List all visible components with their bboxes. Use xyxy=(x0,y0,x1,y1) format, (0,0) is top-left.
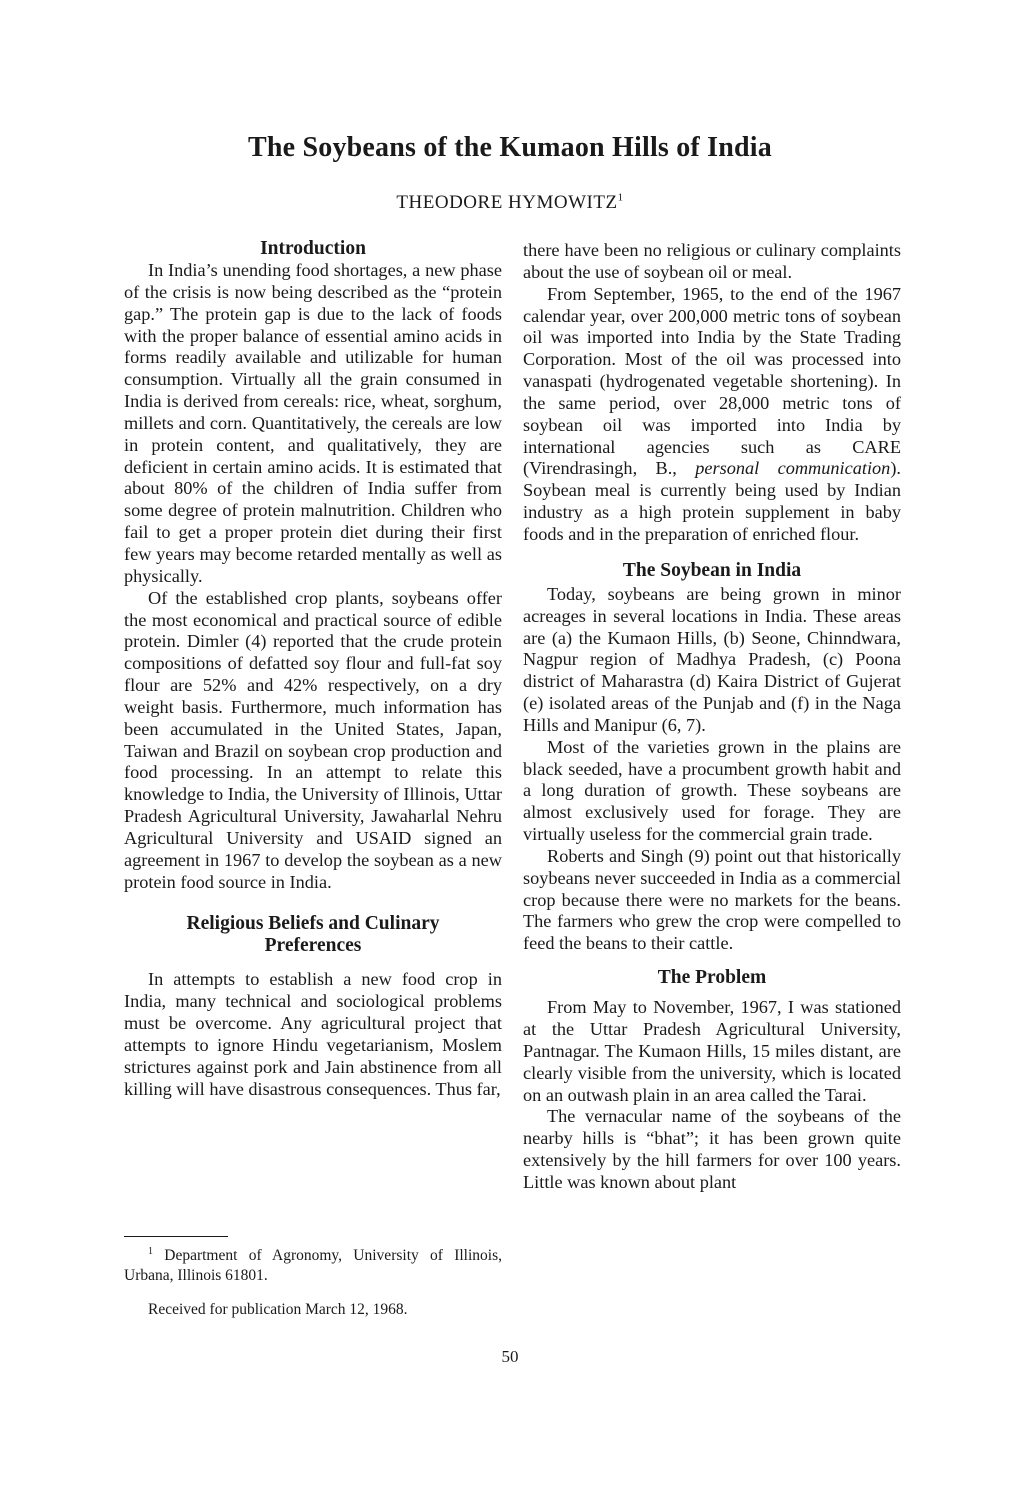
personal-communication-citation: personal communication xyxy=(695,458,891,479)
soybean-india-paragraph-2: Most of the varieties grown in the plains are black seeded, have a procumbent growth habit and a long duration of growth. These soybeans are almost exclusively used for forage. They are virtually useless for the commercial grain trade. xyxy=(523,736,901,845)
problem-paragraph-2: The vernacular name of the soybeans of the nearby hills is “bhat”; it has been grown quite extensively by the hill farmers for over 100 years. Little was known about plant xyxy=(523,1106,901,1192)
author-name-text: THEODORE HYMOWITZ xyxy=(396,192,618,213)
religious-heading-line-1: Religious Beliefs and Culinary xyxy=(186,913,440,935)
problem-paragraph-1: From May to November, 1967, I was stationed at the Uttar Pradesh Agricultural University, Pantnagar. The Kumaon Hills, 15 miles distant, are clearly visible from the university, which is located on an outwash plain in an area called the Tarai. xyxy=(523,997,901,1105)
footnote-divider xyxy=(124,1236,228,1237)
import-paragraph-text-b: ). Soybean meal is currently being used by Indian industry as a high protein supplement in baby foods and in the preparation of enriched flour. xyxy=(523,458,901,544)
article-title: The Soybeans of the Kumaon Hills of India xyxy=(248,132,772,163)
soybean-in-india-heading: The Soybean in India xyxy=(622,559,802,581)
import-paragraph-text-a: From September, 1965, to the end of the 1967 calendar year, over 200,000 metric tons of soybean oil was imported into India by the State Trading Corporation. Most of the oil was processed into vanaspati (hydrogenated vegetable shortening). In the same period, over 28,000 metric tons of soybean oil was imported into India by international agencies such as CARE (Virendrasingh, B., xyxy=(523,283,901,479)
problem-heading: The Problem xyxy=(657,967,767,989)
religious-paragraph-1: In attempts to establish a new food crop in India, many technical and sociological problems must be overcome. Any agricultural project that attempts to ignore Hindu vegetarianism, Moslem strictures against pork and Jain abstinence from all killing will have disastrous consequences. Thus far, xyxy=(124,969,502,1099)
introduction-paragraph-2: Of the established crop plants, soybeans offer the most economical and practical source of edible protein. Dimler (4) reported that the crude protein compositions of defatted soy flour and full-fat soy flour are 52% and 42% respectively, on a dry weight basis. Furthermore, much information has been accumulated in the United States, Japan, Taiwan and Brazil on soybean crop production and food processing. In an attempt to relate this knowledge to India, the University of Illinois, Uttar Pradesh Agricultural University, Jawaharlal Nehru Agricultural University and USAID signed an agreement in 1967 to develop the soybean as a new protein food source in India. xyxy=(124,587,502,892)
footnote xyxy=(124,1246,502,1286)
soybean-india-paragraph-3: Roberts and Singh (9) point out that historically soybeans never succeeded in India as a commercial crop because there were no markets for the beans. The farmers who grew the crop were compelled to feed the beans to their cattle. xyxy=(523,845,901,954)
footnote-affiliation: Department of Agronomy, University of Illinois, Urbana, Illinois 61801. xyxy=(124,1247,502,1284)
introduction-paragraph-1: In India’s unending food shortages, a new phase of the crisis is now being described as the “protein gap.” The protein gap is due to the lack of foods with the proper balance of essential amino acids in forms readily available and utilizable for human consumption. Virtually all the grain consumed in India is derived from cereals: rice, wheat, sorghum, millets and corn. Quantitatively, the cereals are low in protein content, and qualitatively, they are deficient in certain amino acids. It is estimated that about 80% of the children of India suffer from some degree of protein malnutrition. Children who fail to get a proper protein diet during their first few years may become retarded mentally as well as physically. xyxy=(124,260,502,586)
footnote-text xyxy=(124,1246,502,1286)
author-name xyxy=(0,192,1020,214)
religious-beliefs-heading xyxy=(124,913,502,957)
soybean-oil-import-paragraph xyxy=(523,284,901,546)
footnote-mark: 1 xyxy=(148,1245,153,1257)
author-footnote-mark: 1 xyxy=(617,191,624,204)
page-number: 50 xyxy=(501,1347,519,1366)
religious-paragraph-continued: there have been no religious or culinary complaints about the use of soybean oil or meal. xyxy=(523,240,901,282)
religious-heading-line-2: Preferences xyxy=(264,935,362,957)
received-date: Received for publication March 12, 1968. xyxy=(148,1301,408,1318)
soybean-india-paragraph-1: Today, soybeans are being grown in minor acreages in several locations in India. These areas are (a) the Kumaon Hills, (b) Seone, Chinndwara, Nagpur region of Madhya Pradesh, (c) Poona district of Maharastra (d) Kaira District of Gujerat (e) isolated areas of the Punjab and (f) in the Naga Hills and Manipur (6, 7). xyxy=(523,583,901,735)
introduction-heading: Introduction xyxy=(260,238,366,259)
right-column xyxy=(523,240,901,1194)
left-column xyxy=(124,238,502,1101)
